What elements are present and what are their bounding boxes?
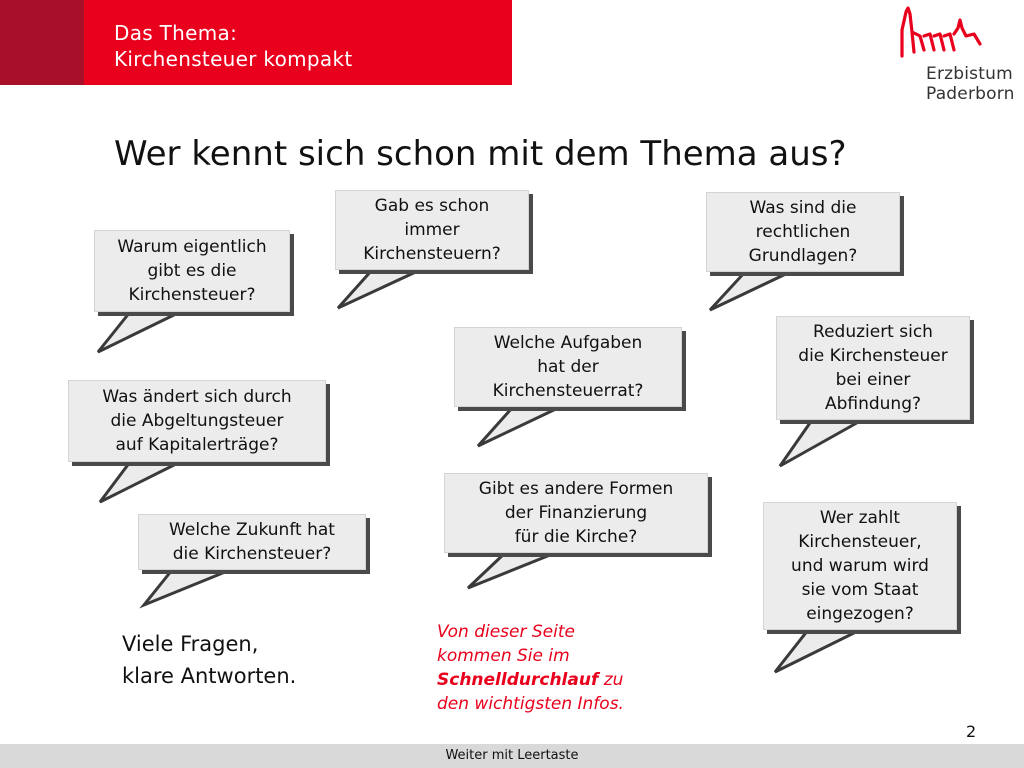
bubble-tail-4	[478, 408, 558, 446]
logo-text-line1: Erzbistum	[926, 64, 1013, 84]
logo-text	[926, 64, 1015, 104]
bubble-text: Gibt es andere Formen der Finanzierung für die Kirche?	[478, 479, 674, 547]
quickrun-note	[437, 620, 624, 716]
bubble-text: Welche Aufgaben hat der Kirchensteuerrat?	[492, 333, 644, 401]
bubble-tail-8	[144, 570, 230, 605]
note-line4: den wichtigsten Infos.	[437, 694, 624, 714]
question-bubble	[444, 473, 708, 553]
bubble-text: Was ändert sich durch die Abgeltungsteuer auf Kapitalerträge?	[102, 387, 292, 455]
page-number: 2	[966, 722, 977, 741]
bubble-tail-6	[100, 462, 180, 502]
question-bubble	[706, 192, 900, 272]
cathedral-logo-icon	[894, 6, 984, 64]
question-bubble	[94, 230, 290, 312]
logo	[890, 6, 1020, 102]
question-bubble	[138, 514, 366, 570]
bubble-tail-5	[780, 420, 862, 466]
bubble-text: Welche Zukunft hat die Kirchensteuer?	[169, 520, 335, 564]
bubble-tail-7	[468, 553, 555, 588]
footer-hint[interactable]: Weiter mit Leertaste	[0, 744, 1024, 768]
question-bubble	[335, 190, 529, 270]
bubble-text: Was sind die rechtlichen Grundlagen?	[748, 198, 858, 266]
answer-text	[122, 628, 296, 692]
note-line3-rest: zu	[598, 670, 624, 690]
question-bubble	[763, 502, 957, 630]
bubble-tail-3	[710, 272, 790, 310]
note-line1: Von dieser Seite	[437, 622, 575, 642]
bubble-text: Warum eigentlich gibt es die Kirchensteuer?	[117, 237, 267, 305]
question-bubble	[776, 316, 970, 420]
answer-line1: Viele Fragen,	[122, 632, 259, 656]
note-line2: kommen Sie im	[437, 646, 570, 666]
header-title-line2: Kirchensteuer kompakt	[114, 47, 353, 71]
header-title-line1: Das Thema:	[114, 21, 238, 45]
bubble-text: Gab es schon immer Kirchensteuern?	[363, 196, 501, 264]
question-bubble	[68, 380, 326, 462]
bubble-tail-9	[775, 630, 860, 672]
bubble-text: Wer zahlt Kirchensteuer, und warum wird sie vom Staat eingezogen?	[791, 508, 929, 624]
logo-text-line2: Paderborn	[926, 84, 1015, 104]
note-bold-term: Schnelldurchlauf	[437, 670, 599, 690]
question-bubble	[454, 327, 682, 407]
page-title: Wer kennt sich schon mit dem Thema aus?	[114, 134, 847, 174]
answer-line2: klare Antworten.	[122, 664, 297, 688]
header-accent-block	[0, 0, 84, 85]
bubble-text: Reduziert sich die Kirchensteuer bei einer Abfindung?	[798, 322, 948, 414]
bubble-tail-1	[98, 312, 180, 352]
bubble-tail-2	[338, 270, 420, 308]
note-line3	[437, 668, 624, 692]
header-title	[114, 20, 353, 72]
